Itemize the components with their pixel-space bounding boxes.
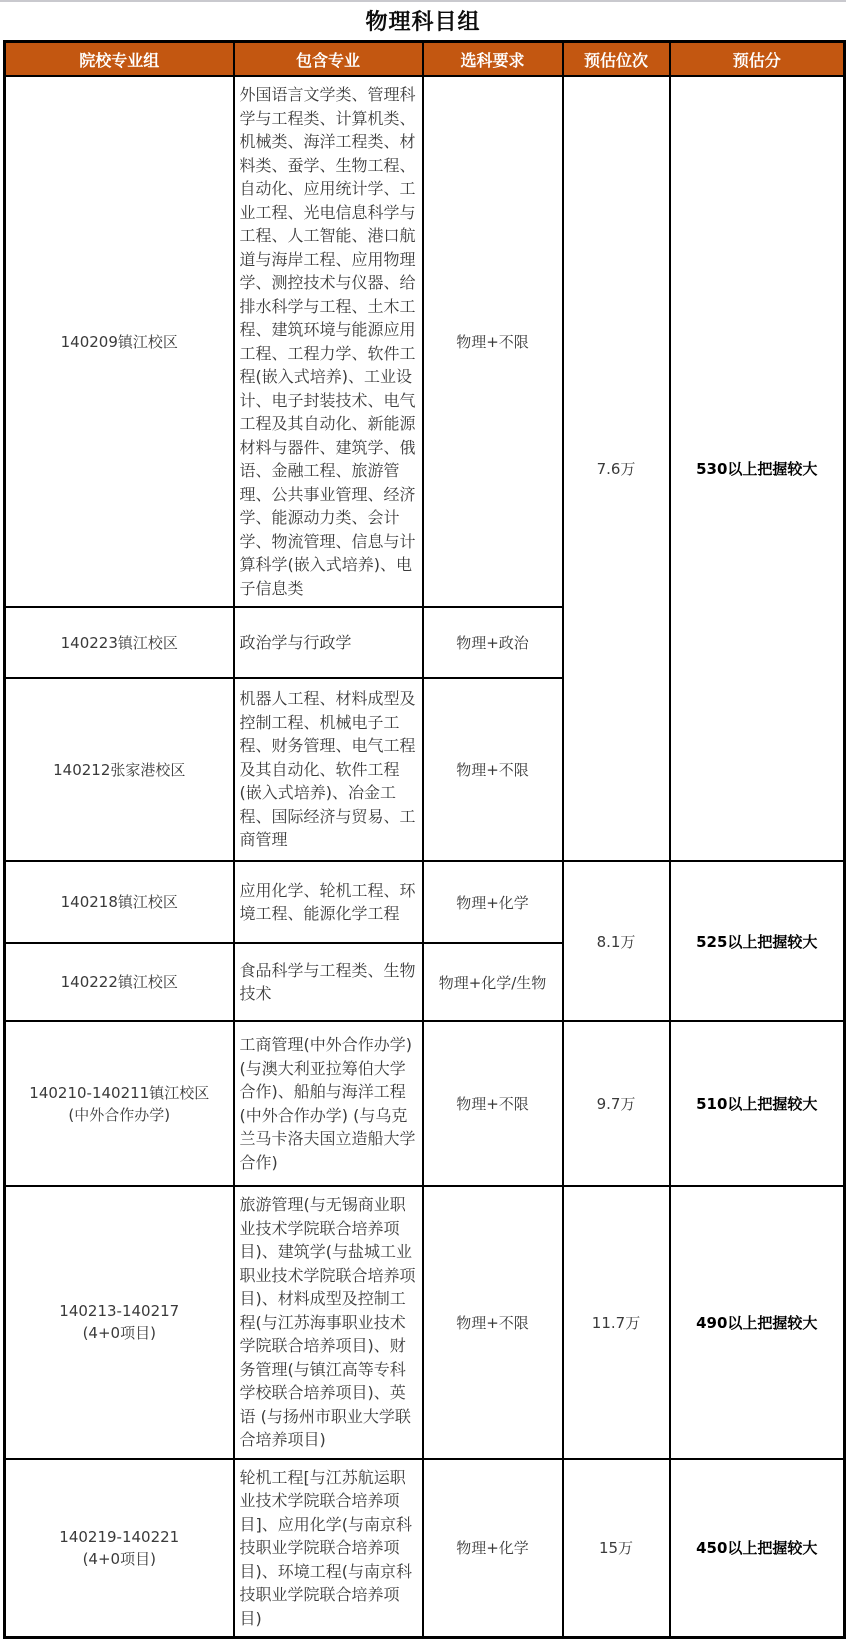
col-header-requirement: 选科要求 xyxy=(423,42,563,77)
score-cell: 450以上把握较大 xyxy=(670,1459,845,1638)
col-header-score: 预估分 xyxy=(670,42,845,77)
group-line1: 140219-140221 xyxy=(59,1527,180,1546)
score-cell: 530以上把握较大 xyxy=(670,76,845,861)
group-cell: 140218镇江校区 xyxy=(5,861,234,943)
table-row xyxy=(5,76,845,607)
group-cell xyxy=(5,1459,234,1638)
requirement-cell: 物理+不限 xyxy=(423,76,563,607)
majors-cell: 轮机工程[与江苏航运职业技术学院联合培养项目]、应用化学(与南京科技职业学院联合培养项目)、环境工程(与南京科技职业学院联合培养项目) xyxy=(234,1459,423,1638)
majors-cell: 机器人工程、材料成型及控制工程、机械电子工程、财务管理、电气工程及其自动化、软件工程(嵌入式培养)、冶金工程、国际经济与贸易、工商管理 xyxy=(234,678,423,861)
majors-cell: 外国语言文学类、管理科学与工程类、计算机类、机械类、海洋工程类、材料类、蚕学、生物工程、自动化、应用统计学、工业工程、光电信息科学与工程、人工智能、港口航道与海岸工程、应用物理学、测控技术与仪器、给排水科学与工程、土木工程、建筑环境与能源应用工程、工程力学、软件工程(嵌入式培养)、工业设计、电子封装技术、电气工程及其自动化、新能源材料与器件、建筑学、俄语、金融工程、旅游管理、公共事业管理、经济学、能源动力类、会计学、物流管理、信息与计算科学(嵌入式培养)、电子信息类 xyxy=(234,76,423,607)
requirement-cell: 物理+化学 xyxy=(423,1459,563,1638)
requirement-cell: 物理+化学 xyxy=(423,861,563,943)
requirement-cell: 物理+政治 xyxy=(423,607,563,678)
table-row xyxy=(5,1021,845,1186)
requirement-cell: 物理+不限 xyxy=(423,1186,563,1459)
group-cell: 140222镇江校区 xyxy=(5,943,234,1021)
majors-cell: 食品科学与工程类、生物技术 xyxy=(234,943,423,1021)
table-row xyxy=(5,1186,845,1459)
rank-cell: 11.7万 xyxy=(563,1186,670,1459)
majors-cell: 应用化学、轮机工程、环境工程、能源化学工程 xyxy=(234,861,423,943)
col-header-group: 院校专业组 xyxy=(5,42,234,77)
rank-cell: 7.6万 xyxy=(563,76,670,861)
group-cell xyxy=(5,1021,234,1186)
group-line2: (中外合作办学) xyxy=(68,1105,171,1124)
requirement-cell: 物理+化学/生物 xyxy=(423,943,563,1021)
col-header-rank: 预估位次 xyxy=(563,42,670,77)
rank-cell: 15万 xyxy=(563,1459,670,1638)
group-line1: 140213-140217 xyxy=(59,1302,180,1321)
table-row xyxy=(5,1459,845,1638)
group-cell: 140209镇江校区 xyxy=(5,76,234,607)
majors-cell: 政治学与行政学 xyxy=(234,607,423,678)
score-cell: 490以上把握较大 xyxy=(670,1186,845,1459)
table-row xyxy=(5,861,845,943)
group-line1: 140210-140211镇江校区 xyxy=(29,1083,210,1102)
group-cell: 140223镇江校区 xyxy=(5,607,234,678)
group-line2: (4+0项目) xyxy=(82,1324,156,1343)
group-cell: 140212张家港校区 xyxy=(5,678,234,861)
requirement-cell: 物理+不限 xyxy=(423,1021,563,1186)
majors-cell: 工商管理(中外合作办学)(与澳大利亚拉筹伯大学合作)、船舶与海洋工程(中外合作办学) (与乌克兰马卡洛夫国立造船大学合作) xyxy=(234,1021,423,1186)
rank-cell: 8.1万 xyxy=(563,861,670,1021)
requirement-cell: 物理+不限 xyxy=(423,678,563,861)
col-header-majors: 包含专业 xyxy=(234,42,423,77)
rank-cell: 9.7万 xyxy=(563,1021,670,1186)
page-title: 物理科目组 xyxy=(365,10,481,35)
group-line2: (4+0项目) xyxy=(82,1549,156,1568)
admission-table xyxy=(3,40,846,1639)
score-cell: 510以上把握较大 xyxy=(670,1021,845,1186)
majors-cell: 旅游管理(与无锡商业职业技术学院联合培养项目)、建筑学(与盐城工业职业技术学院联合培养项目)、材料成型及控制工程(与江苏海事职业技术学院联合培养项目)、财务管理(与镇江高等专科学校联合培养项目)、英语 (与扬州市职业大学联合培养项目) xyxy=(234,1186,423,1459)
score-cell: 525以上把握较大 xyxy=(670,861,845,1021)
group-cell xyxy=(5,1186,234,1459)
header-row xyxy=(5,42,845,77)
